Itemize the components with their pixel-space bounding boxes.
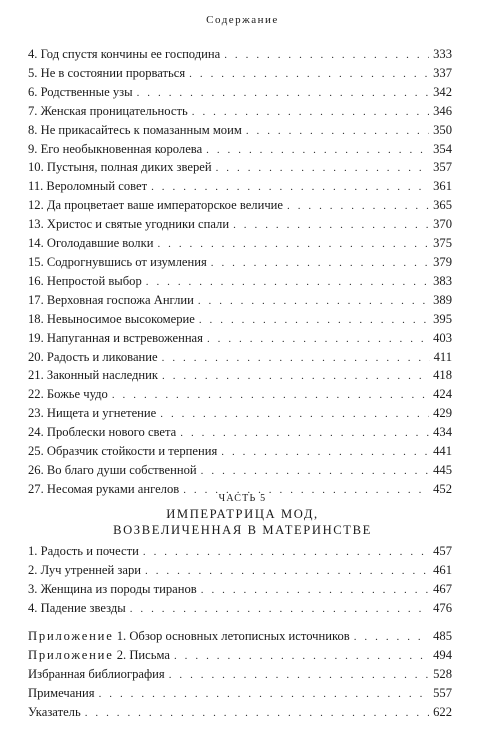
part-label: ЧАСТЬ 5	[218, 493, 267, 504]
entry-title: 10. Пустыня, полная диких зверей	[28, 160, 212, 175]
toc-entry	[28, 141, 452, 160]
entry-title: 25. Образчик стойкости и терпения	[28, 444, 218, 459]
dot-leader	[221, 444, 429, 462]
page-number: 411	[433, 349, 452, 364]
dot-leader	[201, 463, 429, 481]
toc-entry	[28, 273, 452, 292]
appendix-label: Приложение	[28, 647, 114, 662]
entry-title: 16. Непростой выбор	[28, 273, 142, 288]
toc-entry	[28, 462, 452, 481]
entry-title: 24. Проблески нового света	[28, 425, 177, 440]
entry-title: 17. Верховная госпожа Англии	[28, 292, 194, 307]
entry-title: 11. Вероломный совет	[28, 179, 148, 194]
page-number: 445	[433, 462, 452, 477]
entry-title: 18. Невыносимое высокомерие	[28, 311, 195, 326]
appendix-entry	[28, 704, 452, 723]
entry-title: 5. Не в состоянии прорваться	[28, 65, 186, 80]
page-number: 389	[433, 292, 452, 307]
entry-title	[28, 704, 81, 722]
part-heading	[0, 492, 485, 538]
dot-leader	[216, 160, 430, 178]
appendix-title: 2. Письма	[113, 647, 170, 662]
dot-leader	[174, 648, 429, 666]
entry-title: 1. Радость и почести	[28, 544, 139, 558]
page-number: 457	[433, 544, 452, 558]
page-number: 333	[433, 47, 452, 61]
entry-title: 8. Не прикасайтесь к помазанным моим	[28, 122, 242, 137]
dot-leader	[246, 123, 429, 141]
entry-title: 20. Радость и ликование	[28, 349, 158, 364]
appendix-entry	[28, 628, 452, 647]
entry-title: 15. Содрогнувшись от изумления	[28, 254, 207, 269]
dot-leader	[130, 601, 429, 619]
dot-leader	[189, 66, 429, 84]
dot-leader	[192, 104, 429, 122]
toc-entry	[28, 424, 452, 443]
page-number: 375	[433, 236, 452, 251]
dot-leader	[233, 217, 429, 235]
entry-title	[28, 628, 350, 646]
entry-title: 9. Его необыкновенная королева	[28, 141, 203, 156]
dot-leader	[85, 705, 429, 723]
page-number: 370	[433, 217, 452, 232]
toc-entry	[28, 254, 452, 273]
entry-title: 21. Законный наследник	[28, 368, 159, 383]
part-title-line-1: ИМПЕРАТРИЦА МОД,	[166, 507, 319, 521]
page-number: 357	[433, 160, 452, 175]
page-number: 403	[433, 330, 452, 345]
appendix-title: Избранная библиография	[28, 666, 165, 681]
page-number: 494	[433, 647, 452, 662]
entry-title: 14. Оголодавшие волки	[28, 236, 154, 251]
page-number: 342	[433, 84, 452, 99]
toc-appendix-list	[28, 628, 452, 723]
dot-leader	[201, 582, 429, 600]
appendix-entry	[28, 647, 452, 666]
entry-title: 2. Луч утренней зари	[28, 562, 141, 577]
entry-title: 13. Христос и святые угодники спали	[28, 217, 230, 232]
page-number: 350	[433, 122, 452, 137]
page-number: 441	[433, 444, 452, 459]
dot-leader	[354, 629, 429, 647]
toc-entry	[28, 311, 452, 330]
dot-leader	[198, 293, 429, 311]
page-number: 467	[433, 581, 452, 596]
page-number: 452	[433, 481, 452, 496]
dot-leader	[145, 563, 429, 581]
toc-entry	[28, 84, 452, 103]
appendix-title: Примечания	[28, 685, 95, 700]
page-number: 424	[433, 387, 452, 402]
page-number: 485	[433, 629, 452, 643]
entry-title: 6. Родственные узы	[28, 84, 133, 99]
toc-entry	[28, 349, 452, 368]
dot-leader	[162, 368, 429, 386]
page-number: 557	[433, 685, 452, 700]
toc-entry	[28, 235, 452, 254]
dot-leader	[99, 686, 430, 704]
entry-title: 4. Год спустя кончины ее господина	[28, 47, 221, 61]
toc-part-list	[28, 543, 452, 619]
dot-leader	[146, 274, 429, 292]
page-number: 383	[433, 273, 452, 288]
page-number: 622	[433, 704, 452, 719]
entry-title: 12. Да процветает ваше императорское величие	[28, 198, 283, 213]
part-entry	[28, 600, 452, 619]
page-number: 346	[433, 103, 452, 118]
page-number: 337	[433, 65, 452, 80]
dot-leader	[162, 350, 430, 368]
toc-entry	[28, 292, 452, 311]
page-number: 434	[433, 425, 452, 440]
toc-entry	[28, 103, 452, 122]
part-entry	[28, 562, 452, 581]
page-number: 354	[433, 141, 452, 156]
dot-leader	[199, 312, 429, 330]
dot-leader	[211, 255, 429, 273]
entry-title: 4. Падение звезды	[28, 600, 126, 615]
part-title-line-2: ВОЗВЕЛИЧЕННАЯ В МАТЕРИНСТВЕ	[113, 523, 372, 537]
running-head: Содержание	[206, 14, 279, 26]
entry-title: 3. Женщина из породы тиранов	[28, 581, 197, 596]
toc-entry	[28, 367, 452, 386]
appendix-title: Указатель	[28, 704, 81, 719]
toc-main-list	[28, 46, 452, 500]
dot-leader	[160, 406, 429, 424]
dot-leader	[137, 85, 430, 103]
toc-entry	[28, 159, 452, 178]
entry-title: 23. Нищета и угнетение	[28, 406, 157, 421]
appendix-entry	[28, 685, 452, 704]
entry-title	[28, 666, 165, 684]
page-number: 418	[433, 368, 452, 383]
appendix-label: Приложение	[28, 629, 114, 643]
appendix-title: 1. Обзор основных летописных источников	[113, 629, 350, 643]
toc-entry	[28, 122, 452, 141]
page-number: 361	[433, 179, 452, 194]
toc-entry	[28, 178, 452, 197]
dot-leader	[206, 142, 429, 160]
entry-title: 7. Женская проницательность	[28, 103, 188, 118]
dot-leader	[287, 198, 429, 216]
toc-entry	[28, 65, 452, 84]
dot-leader	[151, 179, 429, 197]
page-number: 429	[433, 406, 452, 421]
dot-leader	[207, 331, 429, 349]
toc-entry	[28, 386, 452, 405]
appendix-entry	[28, 666, 452, 685]
part-entry	[28, 543, 452, 562]
dot-leader	[224, 47, 429, 65]
page-number: 395	[433, 311, 452, 326]
entry-title: 26. Во благо души собственной	[28, 462, 197, 477]
toc-entry	[28, 330, 452, 349]
toc-entry	[28, 405, 452, 424]
part-entry	[28, 581, 452, 600]
dot-leader	[157, 236, 429, 254]
page-number: 461	[433, 562, 452, 577]
dot-leader	[143, 544, 429, 562]
dot-leader	[169, 667, 429, 685]
entry-title	[28, 685, 95, 703]
toc-entry	[28, 216, 452, 235]
toc-entry	[28, 443, 452, 462]
page-number: 379	[433, 254, 452, 269]
page-number: 365	[433, 198, 452, 213]
page-number: 528	[433, 666, 452, 681]
entry-title: 19. Напуганная и встревоженная	[28, 330, 203, 345]
toc-entry	[28, 197, 452, 216]
toc-entry	[28, 46, 452, 65]
page-number: 476	[433, 600, 452, 615]
dot-leader	[112, 387, 429, 405]
dot-leader	[180, 425, 429, 443]
entry-title: 27. Несомая руками ангелов	[28, 481, 180, 496]
entry-title	[28, 647, 170, 665]
entry-title: 22. Божье чудо	[28, 387, 108, 402]
